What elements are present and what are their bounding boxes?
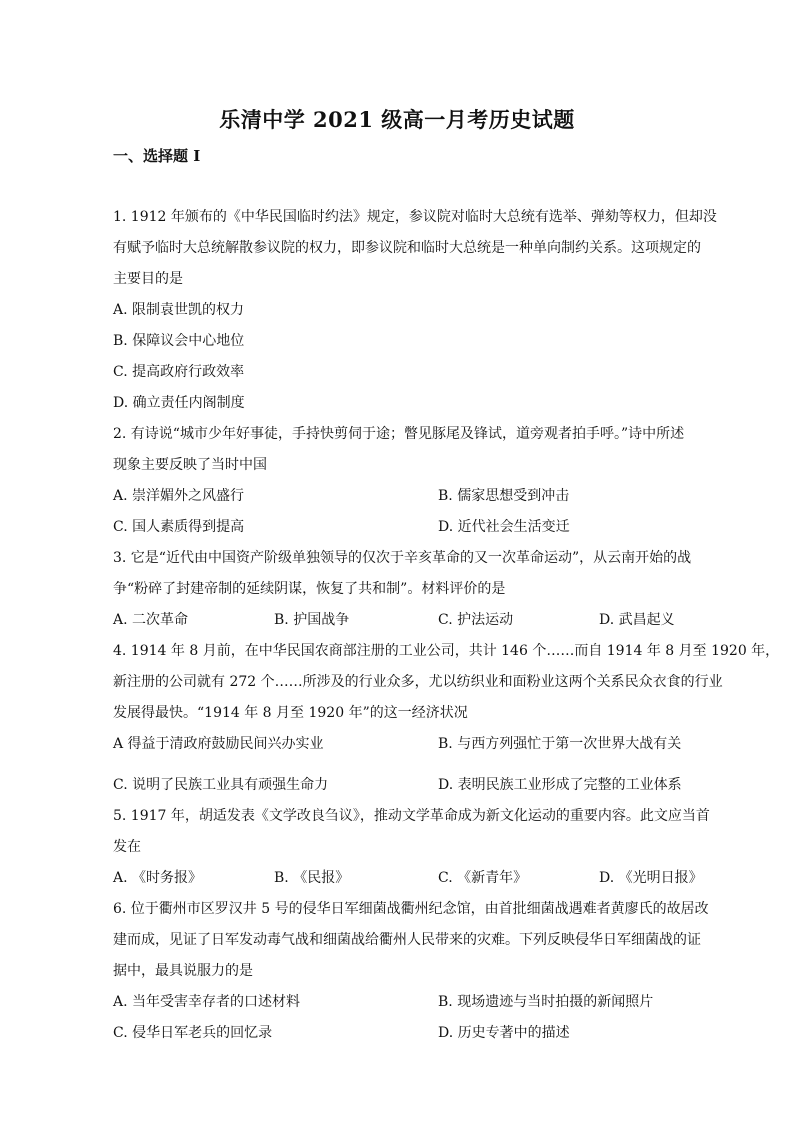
question-5-option-a: A. 《时务报》 <box>113 870 203 886</box>
question-1-line-3: 主要目的是 <box>113 271 183 287</box>
question-5-line-1: 5. 1917 年，胡适发表《文学改良刍议》，推动文学革命成为新文化运动的重要内容。此文应当首 <box>113 808 710 824</box>
question-1-line-1: 1. 1912 年颁布的《中华民国临时约法》规定，参议院对临时大总统有选举、弹劾等权力，但却没 <box>113 209 717 225</box>
question-1-option-d: D. 确立责任内阁制度 <box>113 395 245 411</box>
question-6-option-d: D. 历史专著中的描述 <box>438 1025 570 1041</box>
question-2-line-1: 2. 有诗说“城市少年好事徒，手持快剪伺于途；瞥见豚尾及锋试，道旁观者拍手呼。”诗中所述 <box>113 426 685 442</box>
question-1-option-b: B. 保障议会中心地位 <box>113 333 245 349</box>
question-3-line-1: 3. 它是“近代由中国资产阶级单独领导的仅次于辛亥革命的又一次革命运动”，从云南开始的战 <box>113 550 692 566</box>
question-4-line-2: 新注册的公司就有 272 个……所涉及的行业众多，尤以纺织业和面粉业这两个关系民众衣食的行业 <box>113 674 723 690</box>
question-1-line-2: 有赋予临时大总统解散参议院的权力，即参议院和临时大总统是一种单向制约关系。这项规定的 <box>113 240 701 256</box>
question-6-option-c: C. 侵华日军老兵的回忆录 <box>113 1025 273 1041</box>
page-title: 乐清中学 2021 级高一月考历史试题 <box>219 107 575 132</box>
section-heading: 一、选择题 I <box>113 147 201 165</box>
question-6-line-1: 6. 位于衢州市区罗汉井 5 号的侵华日军细菌战衢州纪念馆，由首批细菌战遇难者黄廖氏的故居改 <box>113 901 709 917</box>
question-2-option-b: B. 儒家思想受到冲击 <box>438 488 570 504</box>
question-2-option-c: C. 国人素质得到提高 <box>113 519 245 535</box>
question-5-line-2: 发在 <box>113 839 141 855</box>
question-5-option-b: B. 《民报》 <box>274 870 350 886</box>
question-3-option-b: B. 护国战争 <box>274 612 350 628</box>
question-4-option-a: A 得益于清政府鼓励民间兴办实业 <box>113 736 324 752</box>
question-3-line-2: 争“粉碎了封建帝制的延续阴谋，恢复了共和制”。材料评价的是 <box>113 581 506 597</box>
question-4-option-d: D. 表明民族工业形成了完整的工业体系 <box>438 777 682 793</box>
question-3-option-c: C. 护法运动 <box>438 612 514 628</box>
question-2-option-d: D. 近代社会生活变迁 <box>438 519 570 535</box>
question-4-line-3: 发展得最快。“1914 年 8 月至 1920 年”的这一经济状况 <box>113 705 468 721</box>
question-6-option-b: B. 现场遗迹与当时拍摄的新闻照片 <box>438 994 654 1010</box>
question-2-option-a: A. 崇洋媚外之风盛行 <box>113 488 245 504</box>
question-4-line-1: 4. 1914 年 8 月前，在中华民国农商部注册的工业公司，共计 146 个……而自 1914 年 8 月至 1920 年， <box>113 643 780 659</box>
question-5-option-c: C. 《新青年》 <box>438 870 528 886</box>
question-1-option-a: A. 限制袁世凯的权力 <box>113 302 245 318</box>
question-4-option-c: C. 说明了民族工业具有顽强生命力 <box>113 777 329 793</box>
question-4-option-b: B. 与西方列强忙于第一次世界大战有关 <box>438 736 682 752</box>
question-3-option-a: A. 二次革命 <box>113 612 189 628</box>
question-5-option-d: D. 《光明日报》 <box>599 870 703 886</box>
question-2-line-2: 现象主要反映了当时中国 <box>113 457 267 473</box>
question-3-option-d: D. 武昌起义 <box>599 612 675 628</box>
question-6-option-a: A. 当年受害幸存者的口述材料 <box>113 994 301 1010</box>
question-1-option-c: C. 提高政府行政效率 <box>113 364 245 380</box>
question-6-line-2: 建而成，见证了日军发动毒气战和细菌战给衢州人民带来的灾难。下列反映侵华日军细菌战的证 <box>113 932 701 948</box>
question-6-line-3: 据中，最具说服力的是 <box>113 963 253 979</box>
